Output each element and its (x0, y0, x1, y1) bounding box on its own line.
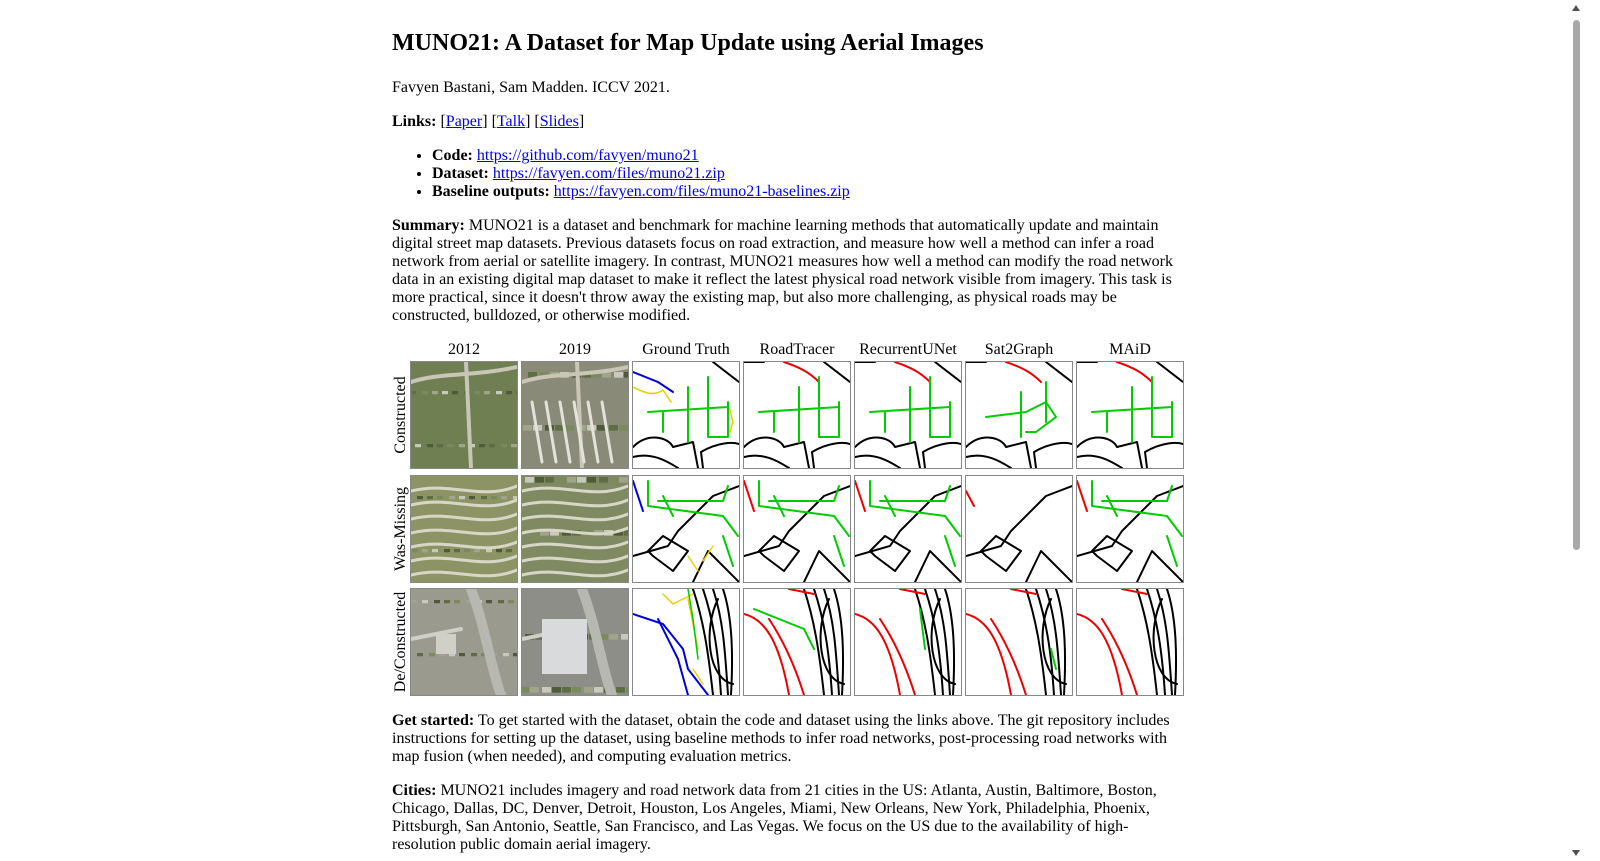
figure-tile-de-constructed-maid (1076, 588, 1184, 696)
vertical-scrollbar[interactable] (1568, 0, 1584, 861)
figure-tile-was-missing-2019 (521, 475, 629, 583)
slides-link[interactable]: Slides (539, 113, 579, 130)
column-header-recurrentunet: RecurrentUNet (859, 341, 957, 358)
baselines-link[interactable]: https://favyen.com/files/muno21-baselines.zip (553, 183, 850, 200)
figure-tile-constructed-recurrentunet (854, 361, 962, 469)
column-header-sat2graph: Sat2Graph (984, 341, 1054, 358)
road-network-map (633, 476, 739, 582)
column-header-roadtracer: RoadTracer (759, 341, 835, 358)
links-line: Links: [Paper] [Talk] [Slides] (392, 113, 585, 130)
figure-tile-de-constructed-2012 (410, 588, 518, 696)
figure-tile-de-constructed-2019 (521, 588, 629, 696)
figure-tile-constructed-2019 (521, 361, 629, 469)
figure-tile-de-constructed-ground-truth (632, 588, 740, 696)
paper-link[interactable]: Paper (445, 113, 483, 130)
figure-tile-was-missing-sat2graph (965, 475, 1073, 583)
resource-label: Code: (432, 147, 473, 164)
summary-label: Summary: (392, 217, 465, 234)
figure-tile-de-constructed-recurrentunet (854, 588, 962, 696)
aerial-image (411, 589, 517, 695)
figure-tile-was-missing-recurrentunet (854, 475, 962, 583)
aerial-image (411, 362, 517, 468)
get-started-text: To get started with the dataset, obtain the code and dataset using the links above. The git repository includes instructions for setting up the dataset, using baseline methods to infer road networks, post-processing road networks with map fusion (when needed), and computing evaluation metrics. (392, 712, 1170, 765)
figure-tile-was-missing-maid (1076, 475, 1184, 583)
get-started-label: Get started: (392, 712, 475, 729)
row-label-de-constructed (392, 588, 410, 696)
road-network-map (855, 476, 961, 582)
summary-text: MUNO21 is a dataset and benchmark for machine learning methods that automatically update and maintain digital street map datasets. Previous datasets focus on road extraction, and measure how well a method can infer a road network from aerial or satellite imagery. In contrast, MUNO21 measures how well a method can modify the road network data in an existing digital map dataset to make it reflect the latest physical road network visible from imagery. This task is more practical, since it doesn't throw away the existing map, but also more challenging, as physical roads may be constructed, bulldozed, or otherwise modified. (392, 217, 1173, 324)
cities-paragraph (392, 782, 1184, 854)
aerial-image (411, 476, 517, 582)
resources-list (392, 147, 1184, 201)
summary-paragraph (392, 217, 1184, 325)
figure-tile-de-constructed-roadtracer (743, 588, 851, 696)
page-content (392, 0, 1184, 861)
scrollbar-thumb[interactable] (1573, 20, 1580, 550)
road-network-map (966, 589, 1072, 695)
road-network-map (1077, 362, 1183, 468)
get-started-paragraph (392, 712, 1184, 766)
road-network-map (633, 589, 739, 695)
row-label-constructed (392, 361, 410, 469)
page-title: MUNO21: A Dataset for Map Update using Aerial Images (392, 30, 984, 56)
road-network-map (1077, 476, 1183, 582)
resource-item-dataset (432, 165, 1184, 183)
figure-tile-constructed-roadtracer (743, 361, 851, 469)
figure-tile-was-missing-ground-truth (632, 475, 740, 583)
scroll-down-arrow-icon[interactable] (1572, 850, 1580, 856)
figure-tile-constructed-2012 (410, 361, 518, 469)
aerial-image (522, 589, 628, 695)
aerial-image (522, 362, 628, 468)
road-network-map (855, 362, 961, 468)
dataset-link[interactable]: https://favyen.com/files/muno21.zip (492, 165, 725, 182)
road-network-map (966, 476, 1072, 582)
column-header-2012: 2012 (448, 341, 480, 358)
row-label-text: Constructed (392, 376, 409, 454)
column-header-ground-truth: Ground Truth (642, 341, 730, 358)
row-label-text: De/Constructed (392, 591, 409, 693)
road-network-map (966, 362, 1072, 468)
road-network-map (744, 362, 850, 468)
code-link[interactable]: https://github.com/favyen/muno21 (476, 147, 699, 164)
row-label-was-missing (392, 475, 410, 583)
road-network-map (744, 476, 850, 582)
figure-tile-was-missing-roadtracer (743, 475, 851, 583)
figure-tile-constructed-ground-truth (632, 361, 740, 469)
links-label: Links: (392, 113, 437, 130)
authors-line: Favyen Bastani, Sam Madden. ICCV 2021. (392, 79, 670, 96)
figure-tile-de-constructed-sat2graph (965, 588, 1073, 696)
resource-label: Baseline outputs: (432, 183, 550, 200)
scroll-up-arrow-icon[interactable] (1572, 5, 1580, 11)
road-network-map (1077, 589, 1183, 695)
figure-tile-was-missing-2012 (410, 475, 518, 583)
aerial-image (522, 476, 628, 582)
road-network-map (744, 589, 850, 695)
row-label-text: Was-Missing (392, 486, 409, 572)
comparison-figure (392, 341, 1184, 696)
resource-label: Dataset: (432, 165, 489, 182)
cities-text: MUNO21 includes imagery and road network data from 21 cities in the US: Atlanta, Austin, Baltimore, Boston, Chicago, Dallas, DC, Denver, Detroit, Houston, Los Angeles, Miami, New Orleans, New York, Philadelphia, Phoenix, Pittsburgh, San Antonio, Seattle, San Francisco, and Las Vegas. We focus on the US due to the availability of high-resolution public domain aerial imagery. (392, 782, 1157, 853)
resource-item-baselines (432, 183, 1184, 201)
road-network-map (855, 589, 961, 695)
column-header-2019: 2019 (559, 341, 591, 358)
road-network-map (633, 362, 739, 468)
cities-label: Cities: (392, 782, 437, 799)
resource-item-code (432, 147, 1184, 165)
column-header-maid: MAiD (1109, 341, 1151, 358)
figure-tile-constructed-sat2graph (965, 361, 1073, 469)
figure-tile-constructed-maid (1076, 361, 1184, 469)
talk-link[interactable]: Talk (496, 113, 526, 130)
